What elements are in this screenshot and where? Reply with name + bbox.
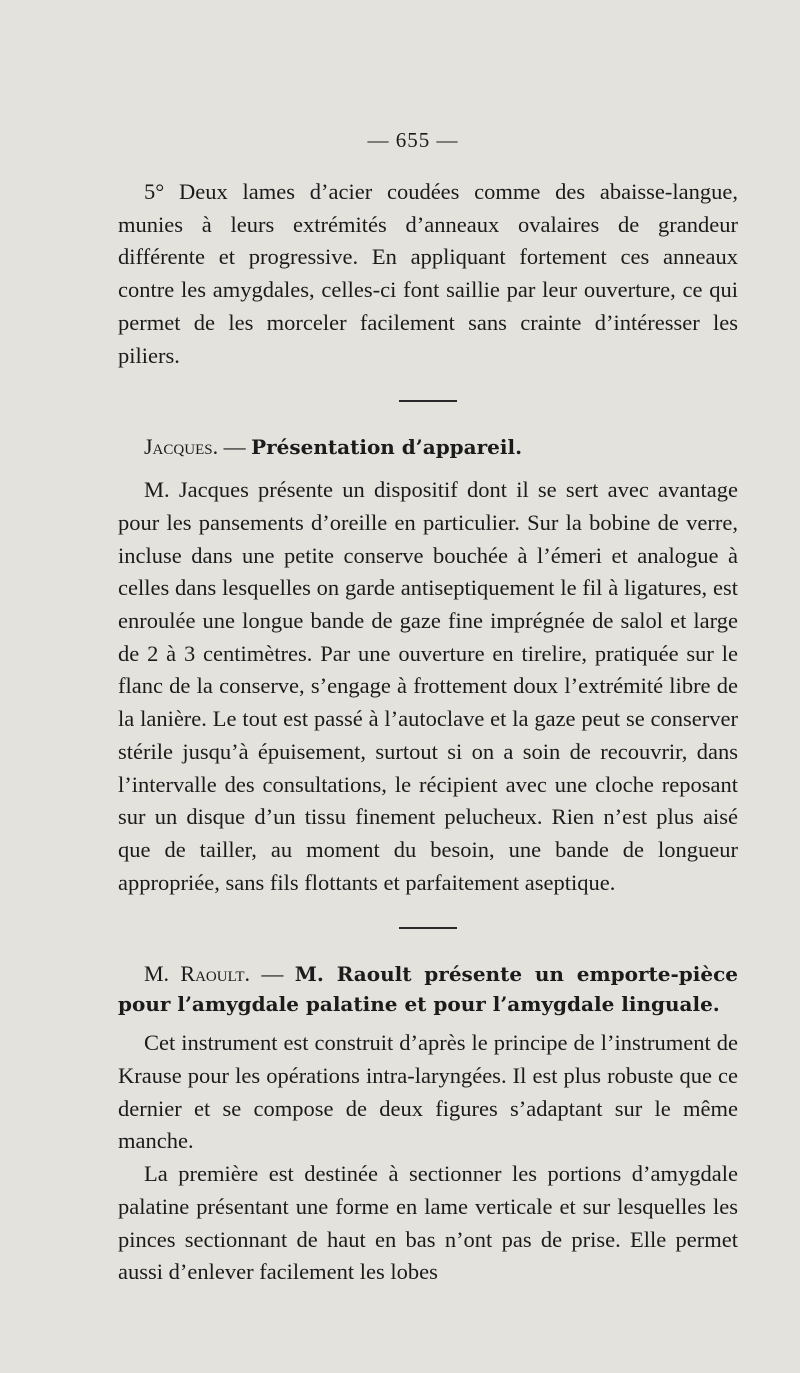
page-number: — 655 — <box>367 128 459 152</box>
page-content <box>118 126 738 1289</box>
section-title: Présentation d’appareil. <box>251 435 523 460</box>
section-divider <box>399 400 457 402</box>
section-heading-jacques <box>118 432 738 462</box>
paragraph-instrument-krause: Cet instrument est construit d’après le principe de l’instrument de Krause pour les opérations intra-laryngées. Il est plus robuste que ce dernier et se compose de deux figures s’adaptant sur le même manche. <box>118 1030 738 1154</box>
paragraph-abaisse-langue: 5° Deux lames d’acier coudées comme des abaisse-langue, munies à leurs extrémités d’anneaux ovalaires de grandeur différente et progressive. En appliquant fortement ces anneaux contre les amygdales, celles-ci font saillie par leur ouverture, ce qui permet de les morceler facilement sans crainte d’intéresser les piliers. <box>118 179 738 368</box>
section-title: M. Raoult présente un emporte-pièce pour l’amygdale palatine et pour l’amygdale linguale. <box>118 962 739 1017</box>
heading-dash: — <box>250 961 295 987</box>
author-name: Jacques. <box>144 434 219 460</box>
section-divider <box>399 927 457 929</box>
section-heading-raoult <box>118 959 738 1019</box>
paragraph-jacques-dispositif: M. Jacques présente un dispositif dont il se sert avec avantage pour les pansements d’oreille en particulier. Sur la bobine de verre, incluse dans une petite conserve bouchée à l’émeri et analogue à celles dans lesquelles on garde antiseptiquement le fil à ligatures, est enroulée une longue bande de gaze fine imprégnée de salol et large de 2 à 3 centimètres. Par une ouverture en tirelire, pratiquée sur le flanc de la conserve, s’engage à frottement doux l’extrémité libre de la lanière. Le tout est passé à l’autoclave et la gaze peut se conserver stérile jusqu’à épuisement, surtout si on a soin de recouvrir, dans l’intervalle des consultations, le récipient avec une cloche reposant sur un disque d’un tissu finement pelucheux. Rien n’est plus aisé que de tailler, au moment du besoin, une bande de longueur appropriée, sans fils flottants et parfaitement aseptique. <box>118 477 738 895</box>
author-name: M. Raoult. <box>144 961 251 987</box>
paragraph-premiere-figure: La première est destinée à sectionner les portions d’amygdale palatine présentant une forme en lame verticale et sur lesquelles les pinces sectionnant de haut en bas n’ont pas de prise. Elle permet aussi d’enlever facilement les lobes <box>118 1161 738 1285</box>
heading-dash: — <box>218 434 252 460</box>
